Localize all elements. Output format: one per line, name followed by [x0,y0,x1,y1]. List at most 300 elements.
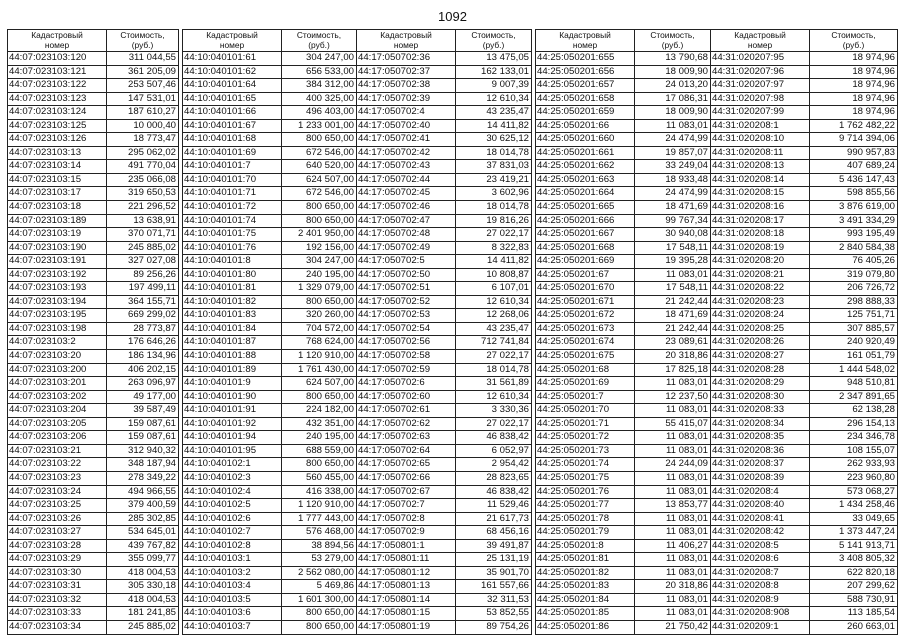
table-row [8,607,179,621]
table-row [183,268,357,282]
cadastral-number-cell: 44:31:020208:7 [711,566,810,580]
cost-cell: 319 079,80 [810,268,898,282]
cadastral-table-2 [182,29,357,635]
cost-cell: 24 474,99 [635,187,711,201]
table-row [711,485,898,499]
cost-cell: 11 083,01 [635,607,711,621]
table-row [357,309,532,323]
cost-cell: 3 491 334,29 [810,214,898,228]
cost-cell: 23 419,21 [456,173,532,187]
cost-cell: 379 400,59 [107,499,179,513]
cost-cell: 176 646,26 [107,336,179,350]
cost-cell: 598 855,56 [810,187,898,201]
table-row [711,92,898,106]
table-row [536,322,711,336]
table-row [357,295,532,309]
cost-cell: 496 403,00 [282,106,357,120]
cadastral-number-cell: 44:10:040101:70 [183,173,282,187]
table-row [536,214,711,228]
cadastral-number-cell: 44:10:040101:9 [183,377,282,391]
cadastral-number-cell: 44:10:040101:88 [183,350,282,364]
table-row [183,336,357,350]
cadastral-number-cell: 44:07:023103:31 [8,580,107,594]
cadastral-number-cell: 44:31:020208:37 [711,458,810,472]
cost-cell: 11 083,01 [635,444,711,458]
cadastral-number-cell: 44:07:023103:121 [8,65,107,79]
cadastral-number-cell: 44:10:040101:92 [183,417,282,431]
table-row [536,458,711,472]
cost-cell: 207 299,62 [810,580,898,594]
table-row [711,322,898,336]
header-cost: Стоимость, (руб.) [107,30,179,52]
cost-cell: 240 920,49 [810,336,898,350]
cadastral-number-cell: 44:10:040103:4 [183,580,282,594]
cadastral-number-cell: 44:10:040101:65 [183,92,282,106]
table-row [711,133,898,147]
table-row [8,404,179,418]
table-row [536,241,711,255]
cost-cell: 113 185,54 [810,607,898,621]
table-row [183,390,357,404]
cadastral-number-cell: 44:17:050702:49 [357,241,456,255]
table-row [183,106,357,120]
table-row [357,146,532,160]
cadastral-number-cell: 44:07:023103:33 [8,607,107,621]
cadastral-number-cell: 44:31:020208:11 [711,146,810,160]
table-row [183,539,357,553]
cadastral-number-cell: 44:07:023103:13 [8,146,107,160]
table-row [711,268,898,282]
cost-cell: 33 049,65 [810,512,898,526]
cadastral-number-cell: 44:07:023103:204 [8,404,107,418]
cadastral-number-cell: 44:10:040101:95 [183,444,282,458]
cost-cell: 240 195,00 [282,268,357,282]
cadastral-number-cell: 44:17:050702:7 [357,499,456,513]
cadastral-number-cell: 44:10:040102:4 [183,485,282,499]
table-row [8,431,179,445]
cost-cell: 18 773,47 [107,133,179,147]
cost-cell: 1 444 548,02 [810,363,898,377]
header-cost: Стоимость, (руб.) [456,30,532,52]
table-row [8,309,179,323]
cost-cell: 17 825,18 [635,363,711,377]
cadastral-number-cell: 44:10:040101:87 [183,336,282,350]
cost-cell: 993 195,49 [810,228,898,242]
cost-cell: 39 491,87 [456,539,532,553]
table-row [536,485,711,499]
cadastral-number-cell: 44:07:023103:34 [8,620,107,634]
cost-cell: 800 650,00 [282,295,357,309]
table-header-row [357,30,532,52]
table-row [183,471,357,485]
cost-cell: 1 777 443,00 [282,512,357,526]
cadastral-number-cell: 44:31:020208:16 [711,201,810,215]
cadastral-number-cell: 44:31:020208:27 [711,350,810,364]
cost-cell: 712 741,84 [456,336,532,350]
cost-cell: 17 548,11 [635,241,711,255]
cadastral-number-cell: 44:07:023103:201 [8,377,107,391]
cadastral-number-cell: 44:07:023103:198 [8,322,107,336]
cadastral-number-cell: 44:17:050702:64 [357,444,456,458]
cadastral-number-cell: 44:31:020208:14 [711,173,810,187]
cadastral-number-cell: 44:07:023103:194 [8,295,107,309]
cadastral-number-cell: 44:07:023103:205 [8,417,107,431]
table-row [536,390,711,404]
cadastral-number-cell: 44:17:050801:19 [357,620,456,634]
cadastral-number-cell: 44:07:023103:122 [8,79,107,93]
header-cost: Стоимость, (руб.) [635,30,711,52]
cost-cell: 312 940,32 [107,444,179,458]
cadastral-number-cell: 44:07:023103:195 [8,309,107,323]
table-row [357,322,532,336]
cost-cell: 12 610,34 [456,92,532,106]
cadastral-number-cell: 44:31:020207:97 [711,79,810,93]
table-row [8,580,179,594]
cost-cell: 18 974,96 [810,92,898,106]
table-row [536,593,711,607]
table-row [711,363,898,377]
cost-cell: 384 312,00 [282,79,357,93]
cadastral-number-cell: 44:07:023103:126 [8,133,107,147]
cadastral-number-cell: 44:07:023103:22 [8,458,107,472]
cadastral-number-cell: 44:17:050702:37 [357,65,456,79]
cadastral-number-cell: 44:25:050201:86 [536,620,635,634]
table-row [711,404,898,418]
cadastral-number-cell: 44:17:050801:15 [357,607,456,621]
cadastral-number-cell: 44:07:023103:24 [8,485,107,499]
table-row [536,539,711,553]
table-row [357,390,532,404]
cost-cell: 1 329 079,00 [282,282,357,296]
table-row [536,620,711,634]
cost-cell: 221 296,52 [107,201,179,215]
table-row [536,106,711,120]
cadastral-number-cell: 44:25:050201:661 [536,146,635,160]
table-row [711,499,898,513]
table-row [8,255,179,269]
cadastral-number-cell: 44:31:020208:41 [711,512,810,526]
table-row [536,52,711,66]
table-row [536,336,711,350]
cost-cell: 263 096,97 [107,377,179,391]
cost-cell: 18 014,78 [456,146,532,160]
table-row [183,309,357,323]
table-row [8,173,179,187]
cadastral-number-cell: 44:31:020208:36 [711,444,810,458]
cost-cell: 32 311,53 [456,593,532,607]
cadastral-number-cell: 44:25:050201:656 [536,65,635,79]
table-row [536,526,711,540]
cadastral-number-cell: 44:17:050702:39 [357,92,456,106]
table-row [711,471,898,485]
header-cadastral-number: Кадастровый номер [711,30,810,52]
cadastral-number-cell: 44:17:050702:8 [357,512,456,526]
table-row [536,431,711,445]
table-row [8,201,179,215]
cadastral-number-cell: 44:25:050201:72 [536,431,635,445]
table-row [8,485,179,499]
cadastral-number-cell: 44:10:040101:91 [183,404,282,418]
cost-cell: 35 901,70 [456,566,532,580]
cadastral-number-cell: 44:07:023103:193 [8,282,107,296]
cadastral-number-cell: 44:25:050201:73 [536,444,635,458]
table-row [8,444,179,458]
cadastral-number-cell: 44:17:050702:6 [357,377,456,391]
table-row [8,119,179,133]
table-row [8,228,179,242]
cost-cell: 622 820,18 [810,566,898,580]
cadastral-number-cell: 44:31:020208:35 [711,431,810,445]
table-row [357,133,532,147]
cadastral-number-cell: 44:25:050201:669 [536,255,635,269]
cost-cell: 1 762 482,22 [810,119,898,133]
cadastral-number-cell: 44:07:023103:190 [8,241,107,255]
cadastral-number-cell: 44:25:050201:8 [536,539,635,553]
cadastral-number-cell: 44:07:023103:206 [8,431,107,445]
cadastral-number-cell: 44:10:040101:81 [183,282,282,296]
table-row [183,241,357,255]
table-row [183,52,357,66]
cost-cell: 1 233 001,00 [282,119,357,133]
cost-cell: 25 131,19 [456,553,532,567]
cost-cell: 161 557,66 [456,580,532,594]
table-row [183,553,357,567]
cost-cell: 18 471,69 [635,201,711,215]
table-row [536,444,711,458]
cadastral-number-cell: 44:25:050201:657 [536,79,635,93]
table-row [8,336,179,350]
table-row [183,282,357,296]
table-row [8,322,179,336]
cost-cell: 304 247,00 [282,255,357,269]
cost-cell: 656 533,00 [282,65,357,79]
cost-cell: 18 974,96 [810,106,898,120]
cadastral-number-cell: 44:10:040101:76 [183,241,282,255]
table-row [8,282,179,296]
cadastral-number-cell: 44:17:050702:43 [357,160,456,174]
cost-cell: 234 346,78 [810,431,898,445]
cost-cell: 588 730,91 [810,593,898,607]
cadastral-number-cell: 44:10:040101:64 [183,79,282,93]
table-row [711,282,898,296]
cadastral-number-cell: 44:17:050702:56 [357,336,456,350]
table-row [8,295,179,309]
table-row [183,580,357,594]
table-row [183,431,357,445]
cost-cell: 418 004,53 [107,566,179,580]
cadastral-number-cell: 44:10:040103:6 [183,607,282,621]
cadastral-number-cell: 44:10:040101:62 [183,65,282,79]
cost-cell: 13 638,91 [107,214,179,228]
header-cost: Стоимость, (руб.) [810,30,898,52]
table-row [357,404,532,418]
cost-cell: 990 957,83 [810,146,898,160]
cost-cell: 11 529,46 [456,499,532,513]
cost-cell: 46 838,42 [456,485,532,499]
cost-cell: 21 617,73 [456,512,532,526]
table-row [711,160,898,174]
table-row [536,607,711,621]
table-row [183,417,357,431]
header-cost: Стоимость, (руб.) [282,30,357,52]
table-row [536,65,711,79]
cost-cell: 669 299,02 [107,309,179,323]
cost-cell: 223 960,80 [810,471,898,485]
table-row [711,295,898,309]
table-row [8,65,179,79]
cadastral-number-cell: 44:25:050201:82 [536,566,635,580]
cost-cell: 672 546,00 [282,187,357,201]
cost-cell: 800 650,00 [282,133,357,147]
cadastral-number-cell: 44:25:050201:66 [536,119,635,133]
cadastral-number-cell: 44:17:050702:38 [357,79,456,93]
cost-cell: 327 027,08 [107,255,179,269]
cost-cell: 18 014,78 [456,201,532,215]
cost-cell: 30 625,12 [456,133,532,147]
cost-cell: 21 750,42 [635,620,711,634]
table-row [711,336,898,350]
cost-cell: 14 411,82 [456,255,532,269]
cadastral-number-cell: 44:25:050201:671 [536,295,635,309]
cadastral-number-cell: 44:31:020207:95 [711,52,810,66]
table-row [711,52,898,66]
cost-cell: 197 499,11 [107,282,179,296]
cost-cell: 18 014,78 [456,363,532,377]
table-row [536,417,711,431]
table-row [357,417,532,431]
table-row [536,566,711,580]
cadastral-number-cell: 44:17:050702:51 [357,282,456,296]
cadastral-number-cell: 44:10:040101:68 [183,133,282,147]
cost-cell: 11 083,01 [635,377,711,391]
cadastral-number-cell: 44:07:023103:21 [8,444,107,458]
table-row [8,620,179,634]
table-row [711,146,898,160]
table-row [536,133,711,147]
cadastral-number-cell: 44:10:040101:89 [183,363,282,377]
cost-cell: 1 601 300,00 [282,593,357,607]
cadastral-number-cell: 44:25:050201:75 [536,471,635,485]
cadastral-number-cell: 44:31:020208:20 [711,255,810,269]
cadastral-number-cell: 44:10:040101:83 [183,309,282,323]
table-row [183,214,357,228]
cost-cell: 624 507,00 [282,173,357,187]
cost-cell: 560 455,00 [282,471,357,485]
cost-cell: 3 330,36 [456,404,532,418]
cost-cell: 192 156,00 [282,241,357,255]
cadastral-number-cell: 44:17:050801:11 [357,553,456,567]
cadastral-number-cell: 44:31:020209:1 [711,620,810,634]
cadastral-number-cell: 44:07:023103:19 [8,228,107,242]
cost-cell: 181 241,85 [107,607,179,621]
cadastral-number-cell: 44:07:023103:20 [8,350,107,364]
cost-cell: 55 415,07 [635,417,711,431]
cost-cell: 125 751,71 [810,309,898,323]
cost-cell: 9 007,39 [456,79,532,93]
cost-cell: 800 650,00 [282,201,357,215]
cost-cell: 307 885,57 [810,322,898,336]
table-row [8,92,179,106]
table-row [711,593,898,607]
cost-cell: 320 260,00 [282,309,357,323]
cadastral-number-cell: 44:17:050801:1 [357,539,456,553]
cost-cell: 186 134,96 [107,350,179,364]
table-row [711,607,898,621]
cadastral-number-cell: 44:10:040103:1 [183,553,282,567]
cadastral-number-cell: 44:07:023103:18 [8,201,107,215]
cost-cell: 6 052,97 [456,444,532,458]
table-row [8,187,179,201]
table-row [8,214,179,228]
cost-cell: 11 083,01 [635,485,711,499]
table-row [536,146,711,160]
cost-cell: 10 808,87 [456,268,532,282]
table-row [536,160,711,174]
table-row [711,377,898,391]
cadastral-number-cell: 44:17:050702:58 [357,350,456,364]
table-row [536,79,711,93]
table-row [357,52,532,66]
table-row [183,228,357,242]
cost-cell: 2 401 950,00 [282,228,357,242]
cadastral-number-cell: 44:25:050201:658 [536,92,635,106]
cost-cell: 253 507,46 [107,79,179,93]
header-cadastral-number: Кадастровый номер [183,30,282,52]
cost-cell: 3 408 805,32 [810,553,898,567]
table-row [183,201,357,215]
cadastral-number-cell: 44:07:023103:202 [8,390,107,404]
cadastral-number-cell: 44:25:050201:74 [536,458,635,472]
table-row [8,363,179,377]
cadastral-number-cell: 44:25:050201:69 [536,377,635,391]
table-row [183,255,357,269]
cost-cell: 3 602,96 [456,187,532,201]
cadastral-number-cell: 44:17:050702:48 [357,228,456,242]
cadastral-number-cell: 44:31:020208:22 [711,282,810,296]
cost-cell: 8 322,83 [456,241,532,255]
cadastral-number-cell: 44:25:050201:673 [536,322,635,336]
cadastral-number-cell: 44:31:020208:23 [711,295,810,309]
cost-cell: 13 475,05 [456,52,532,66]
cadastral-number-cell: 44:17:050702:46 [357,201,456,215]
cost-cell: 364 155,71 [107,295,179,309]
cadastral-number-cell: 44:07:023103:189 [8,214,107,228]
cost-cell: 800 650,00 [282,458,357,472]
cost-cell: 89 754,26 [456,620,532,634]
table-row [711,444,898,458]
table-row [536,173,711,187]
cadastral-number-cell: 44:31:020208:39 [711,471,810,485]
cadastral-number-cell: 44:07:023103:30 [8,566,107,580]
cadastral-number-cell: 44:07:023103:28 [8,539,107,553]
cost-cell: 33 249,04 [635,160,711,174]
cadastral-number-cell: 44:10:040101:80 [183,268,282,282]
cost-cell: 400 325,00 [282,92,357,106]
cadastral-number-cell: 44:25:050201:663 [536,173,635,187]
cost-cell: 30 940,08 [635,228,711,242]
cadastral-number-cell: 44:17:050702:5 [357,255,456,269]
cost-cell: 17 548,11 [635,282,711,296]
cost-cell: 76 405,26 [810,255,898,269]
cadastral-number-cell: 44:17:050801:13 [357,580,456,594]
cadastral-number-cell: 44:07:023103:191 [8,255,107,269]
table-row [536,201,711,215]
cost-cell: 298 888,33 [810,295,898,309]
table-row [183,444,357,458]
table-row [8,553,179,567]
table-row [183,160,357,174]
cost-cell: 672 546,00 [282,146,357,160]
